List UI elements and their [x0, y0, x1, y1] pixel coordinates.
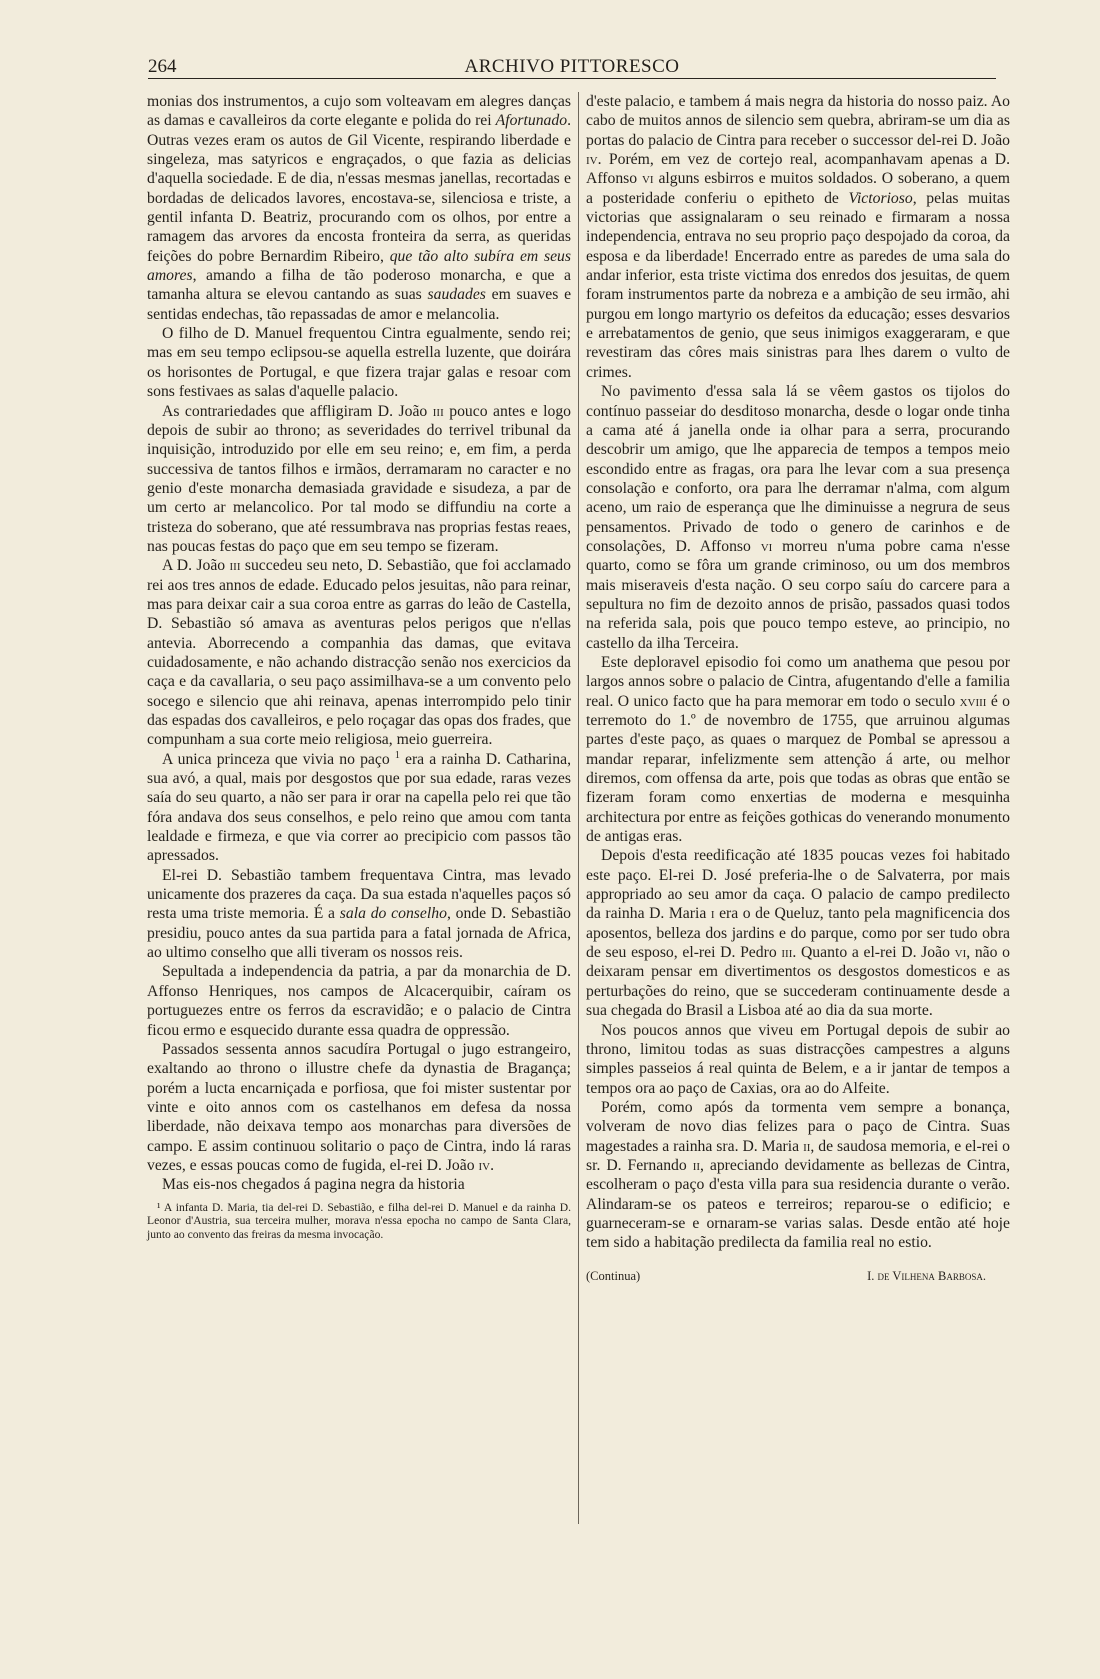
paragraph: d'este palacio, e tambem á mais negra da historia do nosso paiz. Ao cabo de muitos annos de silencio sem quebra, abriram-se um dia as portas do palacio de Cintra para receber o successor del-rei D. João iv. Porém, em vez de cortejo real, acompanhavam apenas a D. Affonso vi alguns esbirros e muitos soldados. O soberano, a quem a posteridade conferiu o epitheto de Victorioso, pelas muitas victorias que assignalaram o seu reinado e firmaram a nossa independencia, entrava no seu proprio paço despojado da coroa, da esposa e da liberdade! Encerrado entre as paredes de uma sala do andar inferior, esta triste victima dos enredos dos jesuitas, de quem foram instrumentos parte da nobreza e a ambição de seu irmão, ahi purgou em longo martyrio os defeitos da educação; esses desvarios e arrebatamentos de genio, que seus inimigos exaggeraram, e que revestiram das côres mais sinistras para lhes darem o vulto de crimes. [586, 93, 1010, 381]
column-divider [578, 92, 579, 1524]
left-column [147, 92, 571, 1241]
page-header [148, 54, 996, 79]
paragraph: A D. João iii succedeu seu neto, D. Sebastião, que foi acclamado rei aos tres annos de edade. Educado pelos jesuitas, não para reinar, mas para deixar cair a sua coroa entre as garras do leão de Castella, D. Sebastião só amava as aventuras pelos perigos que n'ellas antevia. Aborrecendo a companhia das damas, que evitava cuidadosamente, e não achando distracção senão nos exercicios da caça e da cavallaria, o seu paço assimilhava-se a um convento pelo socego e silencio que ahi reinava, apenas interrompido pelo tinir das espadas dos cavalleiros, e pelo roçagar das opas dos frades, que compunham a sua corte meio religiosa, meio guerreira. [147, 557, 571, 749]
footnote: ¹ A infanta D. Maria, tia del-rei D. Sebastião, e filha del-rei D. Manuel e da rainha D. Leonor d'Austria, sua terceira mulher, morava n'essa epocha no campo de Santa Clara, junto ao convento das freiras da mesma invocação. [147, 1200, 571, 1241]
paragraph: No pavimento d'essa sala lá se vêem gastos os tijolos do contínuo passeiar do desditoso monarcha, desde o logar onde tinha a cama até á janella onde ia olhar para a serra, procurando descobrir um amigo, que lhe apparecia de tempos a tempos meio escondido entre as fragas, ora para lhe levar com a sua presença consolação e conforto, ora para lhe derramar n'alma, com algum aceno, um raio de esperança que lhe diminuisse a negrura de seus pensamentos. Privado de todo o genero de carinhos e de consolações, D. Affonso vi morreu n'uma pobre cama n'esse quarto, como se fôra um grande criminoso, ou um dos membros mais miseraveis d'esta nação. O seu corpo saíu do carcere para a sepultura no fim de dezoito annos de prisão, passados quasi todos na referida sala, pois que pouco tempo esteve, ao principio, no castello da ilha Terceira. [586, 383, 1011, 652]
running-title: ARCHIVO PITTORESCO [464, 56, 680, 77]
paragraph: Porém, como após da tormenta vem sempre a bonança, volveram de novo dias felizes para o paço de Cintra. Suas magestades a rainha sra. D. Maria ii, de saudosa memoria, e el-rei o sr. D. Fernando ii, apreciando devidamente as bellezas de Cintra, escolheram o paço d'esta villa para sua residencia durante o verão. Alindaram-se os pateos e terreiros; reparou-se o edificio; e guarneceram-se e ornaram-se varias salas. Desde então até hoje tem sido a habitação predilecta da familia real no estio. [586, 1098, 1011, 1252]
paragraph: monias dos instrumentos, a cujo som volteavam em alegres danças as damas e cavalleiros da corte elegante e polida do rei Afortunado. Outras vezes eram os autos de Gil Vicente, respirando liberdade e singeleza, mas satyricos e engraçados, o que fazia as delicias d'aquella sociedade. E de dia, n'essas mesmas janellas, recortadas e bordadas de delicados lavores, encostava-se, silenciosa e triste, a gentil infanta D. Beatriz, procurando com os olhos, por entre a ramagem das arvores da encosta fronteira da serra, as queridas feições do pobre Bernardim Ribeiro, que tão alto subíra em seus amores, amando a filha de tão poderoso monarcha, e que a tamanha altura se elevou cantando as suas saudades em suaves e sentidas endechas, tão repassadas de amor e melancolia. [147, 93, 572, 323]
page-number: 264 [148, 56, 177, 77]
continua-note: (Continua) [586, 1268, 641, 1283]
paragraph: A unica princeza que vivia no paço $^1$ era a rainha D. Catharina, sua avó, a qual, mais por desgostos que por sua edade, raras vezes saía do seu quarto, a não ser para ir orar na capella pelo rei que tão fóra andava dos seus conselhos, e pelo reino que amou com tanta lealdade e firmeza, e que via correr ao precipicio com passos tão apressados. [147, 749, 571, 865]
article-footer [586, 1267, 1010, 1286]
right-column [586, 92, 1010, 1286]
paragraph: Passados sessenta annos sacudíra Portugal o jugo estrangeiro, exaltando ao throno o illustre chefe da dynastia de Bragança; porém a lucta encarniçada e porfiosa, que foi mister sustentar por vinte e oito annos com os castelhanos em defesa da nossa liberdade, não deixava tempo aos monarchas para diversões de campo. E assim continuou solitario o paço de Cintra, indo lá raras vezes, e essas poucas como de fugida, el-rei D. João iv. [147, 1040, 571, 1174]
paragraph: Este deploravel episodio foi como um anathema que pesou por largos annos sobre o palacio de Cintra, afugentando d'elle a familia real. O unico facto que ha para memorar em todo o seculo xviii é o terremoto do 1.º de novembro de 1755, que arruinou algumas partes d'este paço, as quaes o marquez de Pombal se apressou a mandar reparar, infelizmente sem attenção á arte, ou melhor diremos, com offensa da arte, pois que todas as obras que então se fizeram foram como enxertias de moderna e mesquinha architectura por entre as feições gothicas do venerando monumento de antigas eras. [586, 653, 1011, 846]
paragraph: Depois d'esta reedificação até 1835 poucas vezes foi habitado este paço. El-rei D. José preferia-lhe o de Salvaterra, por mais appropriado ao seu amor da caça. O palacio de campo predilecto da rainha D. Maria i era o de Queluz, tanto pela magnificencia dos aposentos, belleza dos jardins e do parque, como por ser tudo obra de seu esposo, el-rei D. Pedro iii. Quanto a el-rei D. João vi, não o deixaram pensar em divertimentos os desgostos domesticos e as perturbações do reino, que se succederam continuamente desde a sua chegada do Brasil a Lisboa até ao dia da sua morte. [586, 847, 1011, 1020]
author-signature: I. de Vilhena Barbosa. [867, 1268, 986, 1283]
paragraph: Sepultada a independencia da patria, a par da monarchia de D. Affonso Henriques, nos campos de Alcacerquibir, caíram os portuguezes entre os ferros da escravidão; e o palacio de Cintra ficou ermo e esquecido durante essa quadra de oppressão. [147, 963, 571, 1039]
paragraph: Nos poucos annos que viveu em Portugal depois de subir ao throno, limitou todas as suas distracções campestres a alguns simples passeios á real quinta de Belem, e a ir jantar de tempos a tempos ora ao paço de Caxias, ora ao do Alfeite. [586, 1021, 1010, 1097]
paragraph: As contrariedades que affligiram D. João iii pouco antes e logo depois de subir ao throno; as severidades do terrivel tribunal da inquisição, introduzido por elle em seu reino; e, em fim, a perda successiva de tantos filhos e irmãos, derramaram no caracter e no genio d'este monarcha demasiada gravidade e sisudeza, a par de um certo ar melancolico. Por tal modo se diffundiu na corte a tristeza do soberano, que até ressumbrava nas proprias festas reaes, nas poucas festas do paço que em seu tempo se fizeram. [147, 402, 572, 555]
paragraph: O filho de D. Manuel frequentou Cintra egualmente, sendo rei; mas em seu tempo eclipsou-se aquella estrella luzente, que doirára os horisontes de Portugal, e que fizera trajar galas e resoar com sons festivaes as salas d'aquelle palacio. [147, 325, 571, 401]
paragraph: El-rei D. Sebastião tambem frequentava Cintra, mas levado unicamente dos prazeres da caça. Da sua estada n'aquelles paços só resta uma triste memoria. É a sala do conselho, onde D. Sebastião presidiu, pouco antes da sua partida para a fatal jornada de Africa, ao ultimo conselho que alli tiveram os nossos reis. [147, 866, 572, 962]
footnote-ref: 1 [394, 749, 400, 761]
paragraph: Mas eis-nos chegados á pagina negra da historia [162, 1176, 465, 1194]
